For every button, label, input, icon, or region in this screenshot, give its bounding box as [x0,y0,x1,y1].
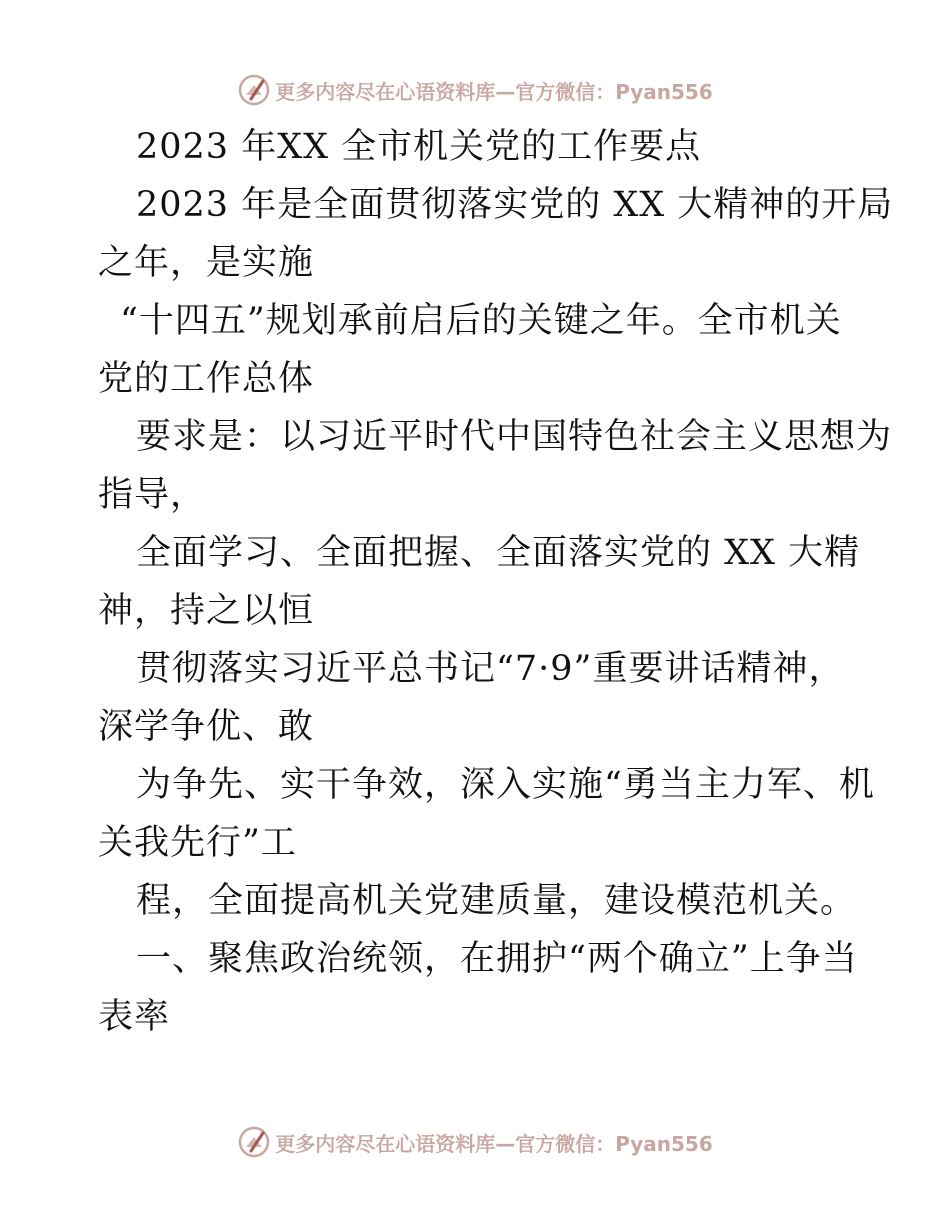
document-line: 一、聚焦政治统领，在拥护“两个确立”上争当 [136,939,858,979]
document-line: “十四五”规划承前启后的关键之年。全市机关 [120,301,842,341]
document-line: 指导， [98,475,207,515]
document-line: 神，持之以恒 [98,591,315,631]
document-line: 2023 年XX 全市机关党的工作要点 [136,127,702,167]
document-line: 程，全面提高机关党建质量，建设模范机关。 [136,881,857,921]
document-line: 2023 年是全面贯彻落实党的 XX 大精神的开局 [136,185,894,225]
document-line: 党的工作总体 [98,359,315,399]
document-line: 贯彻落实习近平总书记“7·9”重要讲话精神， [136,649,845,689]
document-line: 为争先、实干争效，深入实施“勇当主力军、机 [136,765,875,805]
document-line: 全面学习、全面把握、全面落实党的 XX 大精 [136,533,861,573]
book-pen-logo-icon [237,73,271,107]
book-pen-logo-icon [237,1125,271,1159]
document-body [98,118,894,1046]
document-line: 关我先行”工 [98,823,297,863]
banner-text: 更多内容尽在心语资料库—官方微信：Pyan556 [275,1131,713,1156]
header-banner [0,70,950,110]
document-line: 之年，是实施 [98,243,315,283]
document-line: 深学争优、敢 [98,707,315,747]
document-line: 要求是：以习近平时代中国特色社会主义思想为 [136,417,893,457]
banner-text: 更多内容尽在心语资料库—官方微信：Pyan556 [275,79,713,104]
footer-banner [0,1122,950,1162]
document-line: 表率 [98,997,171,1037]
